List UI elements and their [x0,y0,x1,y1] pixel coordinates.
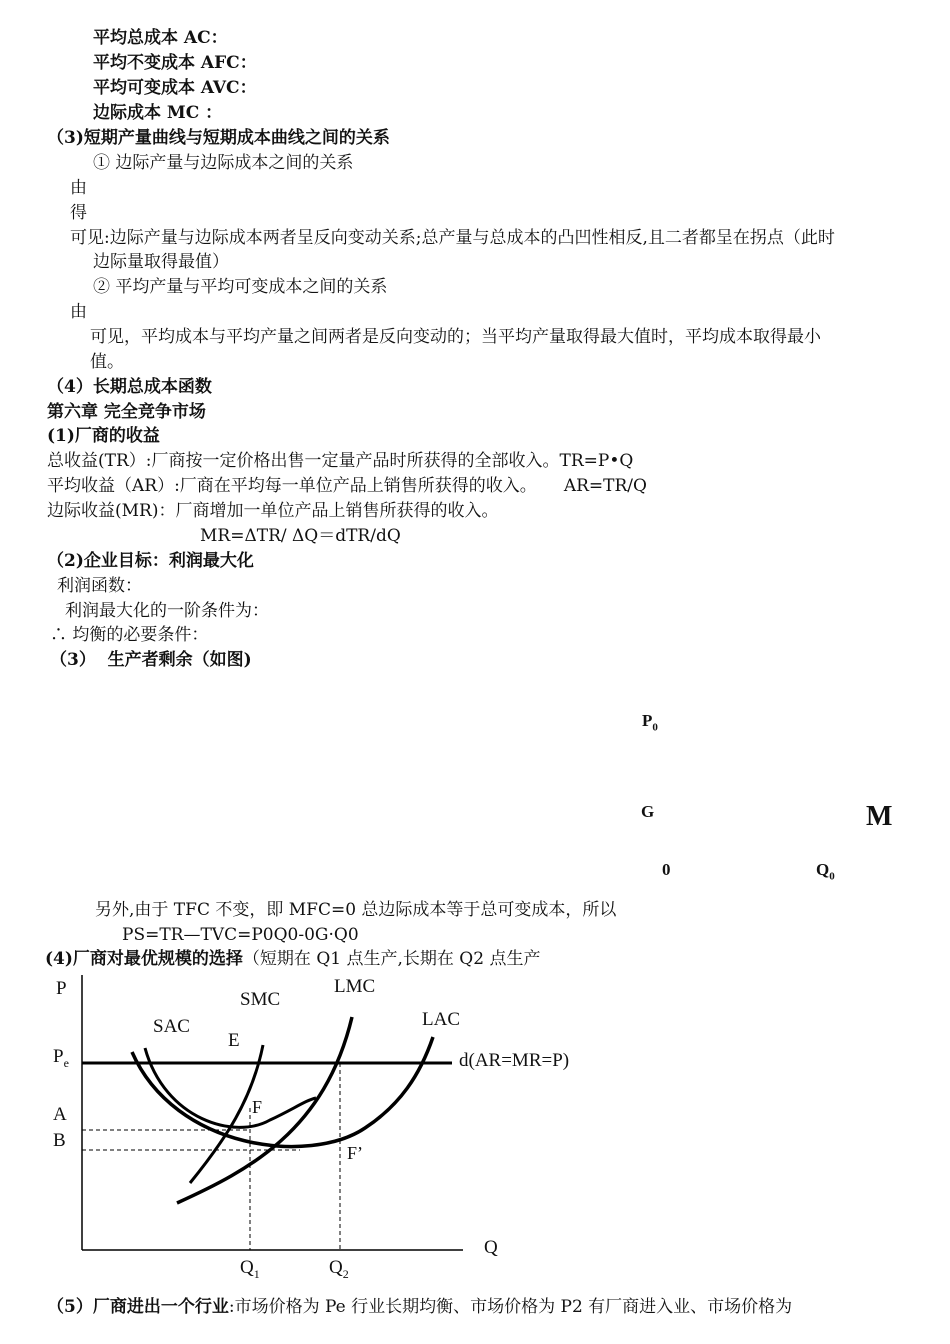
ps-p0-label: $P_0$ [642,711,658,734]
lac-label: LAC [422,1009,460,1030]
mr-formula: MR=ΔTR/ ΔQ＝dTR/dQ [200,526,401,546]
derivation-de: 得 [70,203,87,223]
ar-definition: 平均收益（AR）:厂商在平均每一单位产品上销售所获得的收入。 AR=TR/Q [47,476,647,496]
lmc-curve [177,1017,352,1203]
ps-origin-label: 0 [662,860,671,879]
subsection-mp-mc: ① 边际产量与边际成本之间的关系 [93,153,354,173]
smc-label: SMC [240,989,281,1010]
section3-heading: （3)短期产量曲线与短期成本曲线之间的关系 [47,128,390,148]
chapter-title: 第六章 完全竞争市场 [47,402,206,422]
lmc-label: LMC [334,976,376,997]
e-point-label: E [228,1030,240,1051]
section5-entry-text: :市场价格为 Pe 行业长期均衡、市场价格为 P2 有厂商进入业、市场价格为 [228,1297,793,1317]
f-prime-point-label: F’ [347,1143,364,1163]
afc-definition: 平均不变成本 AFC： [93,53,257,73]
pe-label: $P_e$ [53,1046,69,1070]
x-axis-label: Q [484,1237,498,1258]
f-point-label: F [252,1097,263,1117]
derivation-you-2: 由 [70,302,87,322]
conclusion-1-line-1: 可见:边际产量与边际成本两者呈反向变动关系;总产量与总成本的凸凹性相反,且二者都呈在拐点（此时 [70,228,835,248]
q1-label: $Q_1$ [240,1257,260,1281]
subsection-ap-avc: ② 平均产量与平均可变成本之间的关系 [93,277,388,297]
lac-curve [132,1037,433,1147]
mr-definition: 边际收益(MR)：厂商增加一单位产品上销售所获得的收入。 [47,501,499,521]
ac-definition: 平均总成本 AC： [93,28,228,48]
avc-definition: 平均可变成本 AVC： [93,78,257,98]
section5-entry-line [47,1296,792,1318]
y-axis-label: P [56,978,67,999]
producer-surplus-heading: （3） 生产者剩余（如图) [50,650,252,670]
mc-definition: 边际成本 MC ： [93,103,223,123]
profit-function: 利润函数： [57,576,142,596]
a-label: A [53,1104,67,1125]
scale-choice-note: （短期在 Q1 点生产,长期在 Q2 点生产 [242,949,541,969]
ps-explanation: 另外,由于 TFC 不变，即 MFC=0 总边际成本等于总可变成本，所以 [95,900,617,920]
demand-label: d(AR=MR=P) [459,1050,570,1071]
first-order-condition: 利润最大化的一阶条件为： [65,601,269,621]
ps-g-label: G [641,802,655,821]
goal-heading: （2)企业目标：利润最大化 [47,551,254,571]
derivation-you: 由 [70,178,87,198]
sac-label: SAC [153,1016,190,1037]
b-label: B [53,1130,66,1151]
ps-m-label: M [866,801,893,832]
section4-longrun-heading: （4）长期总成本函数 [47,377,212,397]
ps-formula: PS=TR—TVC=P0Q0-0G·Q0 [122,925,359,945]
revenue-heading: (1)厂商的收益 [47,426,160,446]
scale-choice-heading: (4)厂商对最优规模的选择 [45,949,243,969]
section5-entry-heading: （5）厂商进出一个行业 [47,1297,229,1317]
conclusion-2-line-2: 值。 [90,352,124,372]
conclusion-2-line-1: 可见，平均成本与平均产量之间两者是反向变动的；当平均产量取得最大值时，平均成本取得最小 [90,327,821,347]
ps-q0-label: $Q_0$ [816,860,835,883]
conclusion-1-line-2: 边际量取得最值） [93,252,229,272]
q2-label: $Q_2$ [329,1257,349,1281]
sac-curve [145,1048,316,1127]
tr-definition: 总收益(TR）:厂商按一定价格出售一定量产品时所获得的全部收入。TR=P•Q [47,451,634,471]
equilibrium-condition: ∴ 均衡的必要条件： [50,625,209,645]
